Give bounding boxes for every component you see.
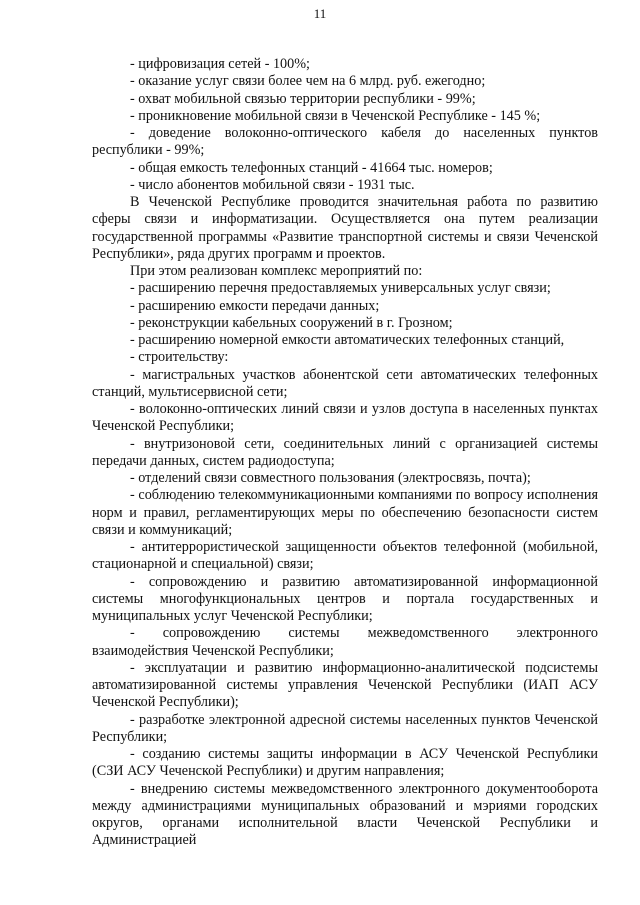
paragraph: - расширению емкости передачи данных; [130, 297, 380, 314]
paragraph: - реконструкции кабельных сооружений в г. Грозном; [130, 314, 453, 331]
body-text [92, 56, 598, 850]
paragraph: - строительству: [130, 349, 229, 366]
paragraph: - созданию системы защиты информации в АСУ Чеченской Республики (СЗИ АСУ Чеченской Республики) и другим направления; [92, 746, 598, 780]
paragraph: - доведение волоконно-оптического кабеля до населенных пунктов республики - 99%; [92, 125, 598, 159]
paragraph: - волоконно-оптических линий связи и узлов доступа в населенных пунктах Чеченской Республики; [92, 401, 598, 435]
paragraph: - соблюдению телекоммуникационными компаниями по вопросу исполнения норм и правил, регламентирующих меры по обеспечению безопасности систем связи и коммуникаций; [92, 487, 598, 538]
paragraph: - проникновение мобильной связи в Чеченской Республике - 145 %; [130, 107, 541, 124]
paragraph: - внутризоновой сети, соединительных линий с организацией системы передачи данных, систем радиодоступа; [92, 435, 598, 469]
paragraph: - сопровождению и развитию автоматизированной информационной системы многофункциональных центров и портала государственных и муниципальных услуг Чеченской Республики; [92, 573, 598, 624]
paragraph: При этом реализован комплекс мероприятий по: [130, 263, 423, 279]
page-number: 11 [313, 6, 327, 21]
paragraph: - сопровождению системы межведомственного электронного взаимодействия Чеченской Республики; [92, 625, 598, 659]
paragraph: - расширению перечня предоставляемых универсальных услуг связи; [130, 280, 551, 297]
paragraph: - эксплуатации и развитию информационно-аналитической подсистемы автоматизированной системы управления Чеченской Республики (ИАП АСУ Чеченской Республики); [92, 659, 598, 711]
paragraph: - внедрению системы межведомственного электронного документооборота между администрациями муниципальных образований и мэриями городских округов, органами исполнительной власти Чеченской Республики и Администрацией [92, 780, 598, 849]
paragraph: - антитеррористической защищенности объектов телефонной (мобильной, стационарной и специальной) связи; [92, 539, 598, 573]
paragraph: - магистральных участков абонентской сети автоматических телефонных станций, мультисервисной сети; [92, 366, 598, 400]
paragraph: - число абонентов мобильной связи - 1931 тыс. [130, 176, 415, 193]
paragraph: - оказание услуг связи более чем на 6 млрд. руб. ежегодно; [130, 73, 486, 90]
paragraph: - охват мобильной связью территории республики - 99%; [130, 90, 476, 107]
paragraph: - отделений связи совместного пользования (электросвязь, почта); [130, 470, 531, 486]
paragraph: - разработке электронной адресной системы населенных пунктов Чеченской Республики; [92, 711, 598, 745]
paragraph: - цифровизация сетей - 100%; [130, 56, 311, 72]
paragraph: - общая емкость телефонных станций - 41664 тыс. номеров; [130, 159, 493, 176]
paragraph: - расширению номерной емкости автоматических телефонных станций, [130, 332, 565, 348]
paragraph: В Чеченской Республике проводится значительная работа по развитию сферы связи и информатизации. Осуществляется она путем реализации государственной программы «Развитие транспортной системы и связи Чеченской Республики», ряда других программ и проектов. [92, 194, 598, 262]
